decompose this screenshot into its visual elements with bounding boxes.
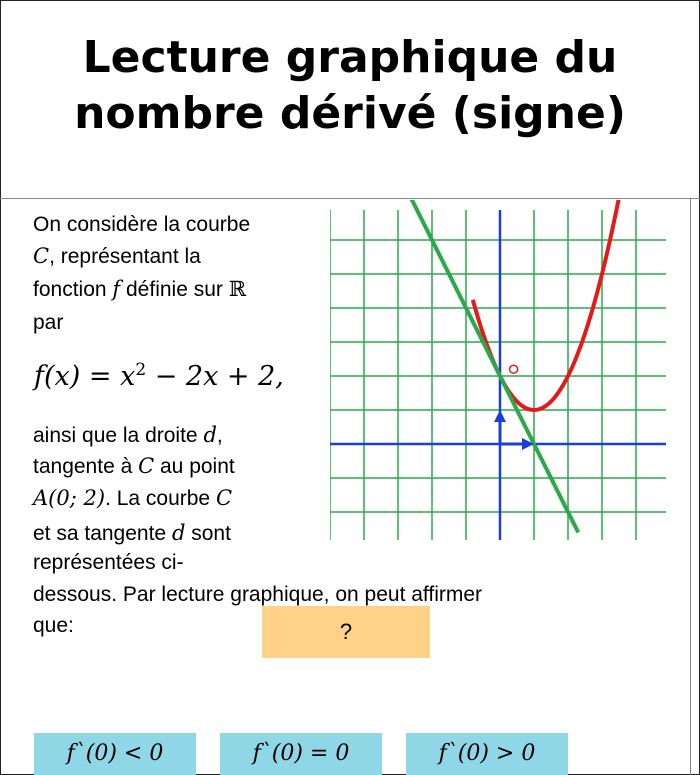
text-line-1: On considère la courbe	[33, 213, 251, 236]
point-a-marker	[510, 365, 518, 373]
choice-negative-button[interactable]: f`(0) < 0	[34, 733, 196, 775]
text-line-5: ainsi que la droite d,	[33, 423, 223, 447]
text-line-2: C, représentant la	[33, 244, 201, 268]
unit-vector-j-head	[494, 410, 506, 422]
text-line-9: représentées ci-	[33, 551, 184, 574]
page-title	[0, 30, 700, 142]
text-line-11: que:	[33, 614, 74, 637]
graph	[330, 200, 666, 540]
curve-name: C	[33, 244, 50, 268]
text-line-3: fonction f définie sur ℝ	[33, 277, 247, 301]
text-line-4: par	[33, 311, 64, 334]
text-line-10: dessous. Par lecture graphique, on peut affirmer	[33, 583, 483, 606]
choice-zero-button[interactable]: f`(0) = 0	[220, 733, 382, 775]
text-line-8: et sa tangente d sont	[33, 521, 231, 545]
answer-drop-zone[interactable]: ?	[262, 606, 430, 658]
right-border	[690, 198, 691, 775]
curve-c	[473, 200, 629, 410]
separator	[0, 198, 700, 199]
tangent-d	[412, 200, 579, 532]
function-formula: $f(x) = x^2 - 2x + 2$,	[34, 360, 284, 392]
text-line-7: A(0; 2). La courbe C	[33, 486, 233, 510]
title-line-1: Lecture graphique du	[82, 32, 618, 83]
choice-positive-button[interactable]: f`(0) > 0	[406, 733, 568, 775]
text-line-6: tangente à C au point	[33, 454, 235, 478]
title-line-2: nombre dérivé (signe)	[74, 88, 626, 139]
